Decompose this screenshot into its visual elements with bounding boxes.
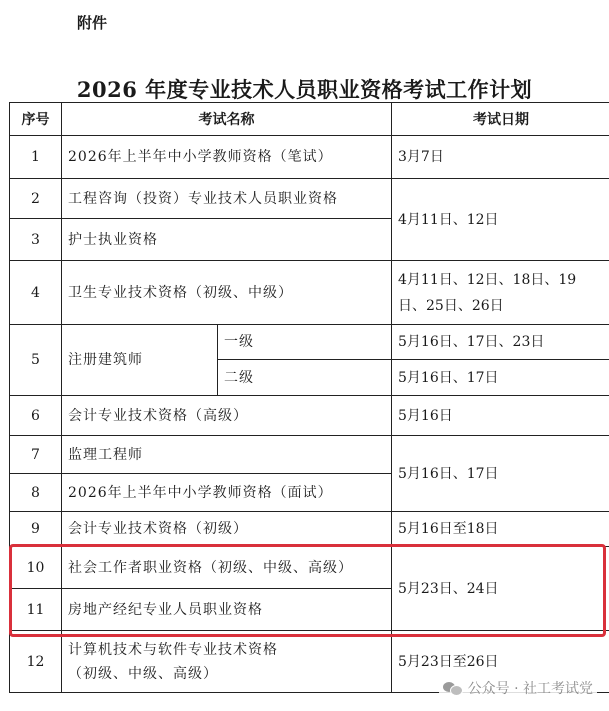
- exam-date: 5月16日、17日、23日: [392, 325, 609, 360]
- col-header-no: 序号: [10, 103, 62, 136]
- page-title: 2026 年度专业技术人员职业资格考试工作计划: [76, 77, 533, 102]
- exam-name: 会计专业技术资格（高级）: [62, 396, 392, 436]
- table-row: [10, 136, 609, 179]
- table-row: [10, 512, 609, 547]
- table-row: [10, 261, 609, 325]
- exam-level: 一级: [218, 325, 392, 360]
- row-no: 8: [10, 474, 62, 512]
- watermark-text: 公众号 · 社工考试党: [467, 681, 593, 697]
- table-row: [10, 396, 609, 436]
- row-no: 2: [10, 179, 62, 219]
- exam-name: 卫生专业技术资格（初级、中级）: [62, 261, 392, 325]
- exam-name-line: 计算机技术与软件专业技术资格: [68, 641, 278, 658]
- row-no: 7: [10, 436, 62, 474]
- exam-name: 工程咨询（投资）专业技术人员职业资格: [62, 179, 392, 219]
- exam-date: 4月11日、12日、18日、19日、25日、26日: [392, 261, 609, 325]
- row-no: 9: [10, 512, 62, 547]
- exam-date: 5月16日: [392, 396, 609, 436]
- exam-name: [62, 631, 392, 693]
- exam-name: 房地产经纪专业人员职业资格: [62, 589, 392, 631]
- exam-date: 5月16日、17日: [392, 360, 609, 396]
- exam-date: 5月16日、17日: [392, 436, 609, 512]
- exam-date: 5月16日至18日: [392, 512, 609, 547]
- row-no: 6: [10, 396, 62, 436]
- row-no: 5: [10, 325, 62, 396]
- row-no: 10: [10, 547, 62, 589]
- exam-name: 社会工作者职业资格（初级、中级、高级）: [62, 547, 392, 589]
- exam-name-line: （初级、中级、高级）: [68, 665, 218, 682]
- row-no: 11: [10, 589, 62, 631]
- exam-date: 4月11日、12日: [392, 179, 609, 261]
- table-row: [10, 436, 609, 474]
- exam-name: 护士执业资格: [62, 219, 392, 261]
- attachment-label: 附件: [77, 14, 108, 32]
- table-header-row: [10, 103, 609, 136]
- exam-date: 5月23日、24日: [392, 547, 609, 631]
- exam-level: 二级: [218, 360, 392, 396]
- row-no: 1: [10, 136, 62, 179]
- watermark: [439, 677, 597, 699]
- row-no: 12: [10, 631, 62, 693]
- row-no: 3: [10, 219, 62, 261]
- col-header-name: 考试名称: [62, 103, 392, 136]
- exam-name: 监理工程师: [62, 436, 392, 474]
- exam-name: 注册建筑师: [62, 325, 218, 396]
- exam-name: 2026年上半年中小学教师资格（笔试）: [62, 136, 392, 179]
- exam-name: 会计专业技术资格（初级）: [62, 512, 392, 547]
- col-header-date: 考试日期: [392, 103, 609, 136]
- wechat-icon: [443, 680, 463, 696]
- exam-name: 2026年上半年中小学教师资格（面试）: [62, 474, 392, 512]
- exam-date: 5月23日至26日: [392, 631, 609, 693]
- table-row: [10, 325, 609, 360]
- table-row: [10, 179, 609, 219]
- exam-date: 3月7日: [392, 136, 609, 179]
- row-no: 4: [10, 261, 62, 325]
- highlight-box: [9, 544, 606, 637]
